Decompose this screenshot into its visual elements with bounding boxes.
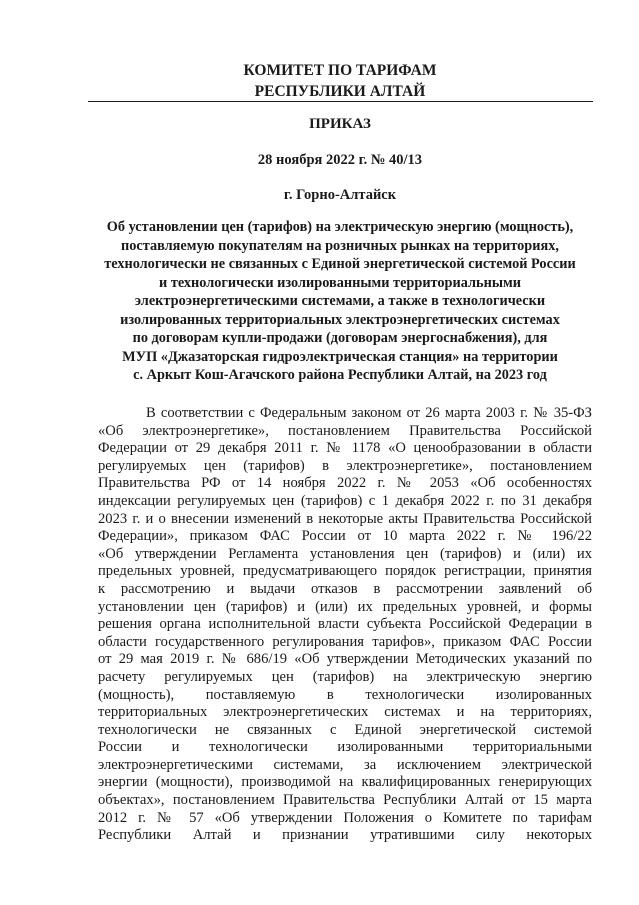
document-date-number: 28 ноября 2022 г. № 40/13 [257, 152, 423, 168]
body-line: (мощность), поставляемую в технологически изолированных [98, 686, 592, 703]
body-line: 2012 г. № 57 «Об утверждении Положения о Комитете по тарифам [98, 809, 592, 826]
issuing-authority [90, 60, 590, 102]
body-line: 2023 г. и о внесении изменений в некоторые акты Правительства Российской [98, 510, 592, 527]
subject-line: технологически не связанных с Единой энергетической системой России [104, 256, 576, 272]
body-line: от 29 мая 2019 г. № 686/19 «Об утверждении Методических указаний по [98, 651, 592, 668]
body-line: регулируемых цен (тарифов) в электроэнергетике», постановлением [98, 457, 592, 474]
body-line: Федерации», приказом ФАС России от 10 марта 2022 г. № 196/22 [98, 528, 592, 545]
body-line: Республики Алтай и признании утратившими силу некоторых [98, 827, 592, 844]
subject-line: и технологически изолированными территориальными [159, 274, 521, 291]
authority-line-2: РЕСПУБЛИКИ АЛТАЙ [254, 83, 426, 100]
body-line: территориальных электроэнергетических системах и на территориях, [98, 704, 592, 721]
body-line: «Об утверждении Регламента установления цен (тарифов) и (или) их [98, 545, 592, 562]
body-line: Правительства РФ от 14 ноября 2022 г. № 2053 «Об особенностях [98, 475, 592, 492]
body-line: решения органа исполнительной власти субъекта Российской Федерации в [98, 616, 592, 633]
body-line: России и технологически изолированными территориальными [98, 739, 592, 756]
document-type: ПРИКАЗ [309, 116, 371, 132]
body-line: технологически не связанных с Единой энергетической системой [98, 721, 592, 738]
body-line: энергии (мощности), производимой на квалифицированных генерирующих [98, 774, 592, 791]
body-line: расчету регулируемых цен (тарифов) на электрическую энергию [98, 668, 592, 685]
body-line: Федерации от 29 декабря 2011 г. № 1178 «О ценообразовании в области [98, 440, 592, 457]
subject-line: поставляемую покупателям на розничных рынках на территориях, [121, 237, 559, 254]
authority-line-1: КОМИТЕТ ПО ТАРИФАМ [243, 62, 437, 79]
preamble-paragraph [98, 405, 592, 845]
subject-line: изолированных территориальных электроэнергетических системах [120, 311, 560, 328]
body-line: объектах», постановлением Правительства Республики Алтай от 15 марта [98, 792, 592, 809]
body-line: установлении цен (тарифов) и (или) их предельных уровней, и формы [98, 598, 592, 615]
subject-line: МУП «Джазаторская гидроэлектрическая станция» на территории [122, 348, 558, 365]
document-subject [84, 218, 596, 385]
body-line: области государственного регулирования тарифов», приказом ФАС России [98, 633, 592, 650]
body-line: предельных уровней, предусматривающего порядок регистрации, принятия [98, 563, 592, 580]
subject-line: Об установлении цен (тарифов) на электрическую энергию (мощность), [106, 219, 574, 235]
subject-line: электроэнергетическими системами, а также в технологически [134, 293, 546, 309]
subject-line: по договорам купли-продажи (договорам энергоснабжения), для [132, 330, 548, 346]
body-line: «Об электроэнергетике», постановлением Правительства Российской [98, 422, 592, 439]
body-line: к рассмотрению и выдачи отказов в рассмотрении заявлений об [98, 580, 592, 597]
body-line: индексации регулируемых цен (тарифов) с 1 декабря 2022 г. по 31 декабря [98, 492, 592, 509]
body-line: В соответствии с Федеральным законом от 26 марта 2003 г. № 35-ФЗ [146, 405, 592, 421]
header-divider [88, 101, 593, 102]
body-line: электроэнергетическими системами, за исключением электрической [98, 756, 592, 773]
subject-line: с. Аркыт Кош-Агачского района Республики Алтай, на 2023 год [133, 367, 547, 383]
document-city: г. Горно-Алтайск [283, 187, 397, 203]
